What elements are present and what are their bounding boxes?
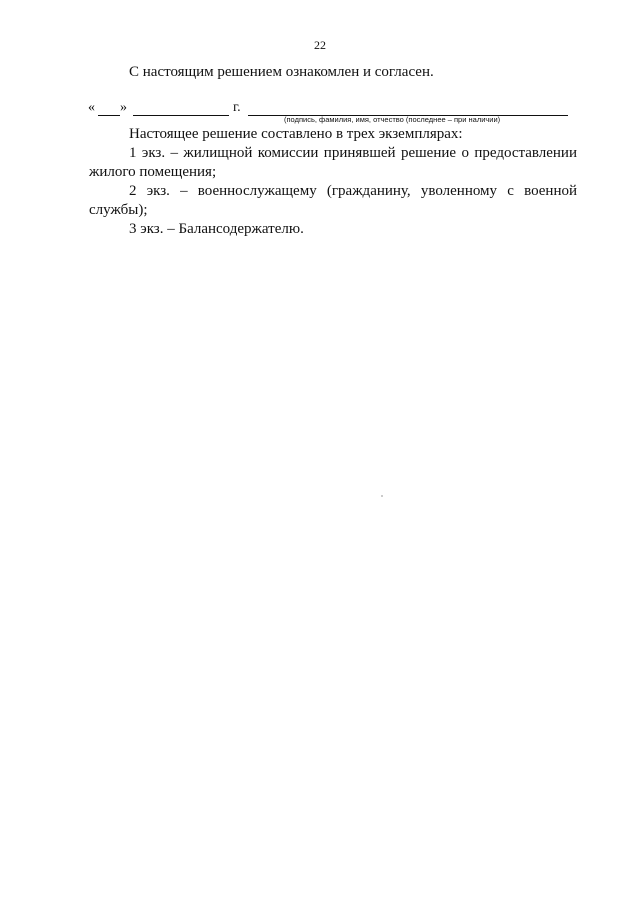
- scan-speck: [381, 495, 383, 497]
- decision-body: [89, 125, 577, 239]
- consent-statement: С настоящим решением ознакомлен и согласен.: [129, 64, 434, 80]
- copies-intro: Настоящее решение составлено в трех экземплярах:: [129, 126, 463, 142]
- copy-item-1: 1 экз. – жилищной комиссии принявшей решение о предоставлении жилого помещения;: [89, 145, 577, 180]
- month-blank: [133, 115, 229, 116]
- day-blank: [98, 115, 120, 116]
- year-suffix: г.: [233, 100, 241, 115]
- copy-item-2: 2 экз. – военнослужащему (гражданину, уволенному с военной службы);: [89, 183, 577, 218]
- page-number: 22: [314, 38, 326, 52]
- copy-item-3: 3 экз. – Балансодержателю.: [129, 221, 304, 237]
- open-quote: «: [88, 100, 95, 115]
- close-quote: »: [120, 100, 127, 115]
- signature-caption: (подпись, фамилия, имя, отчество (последнее – при наличии): [284, 115, 501, 124]
